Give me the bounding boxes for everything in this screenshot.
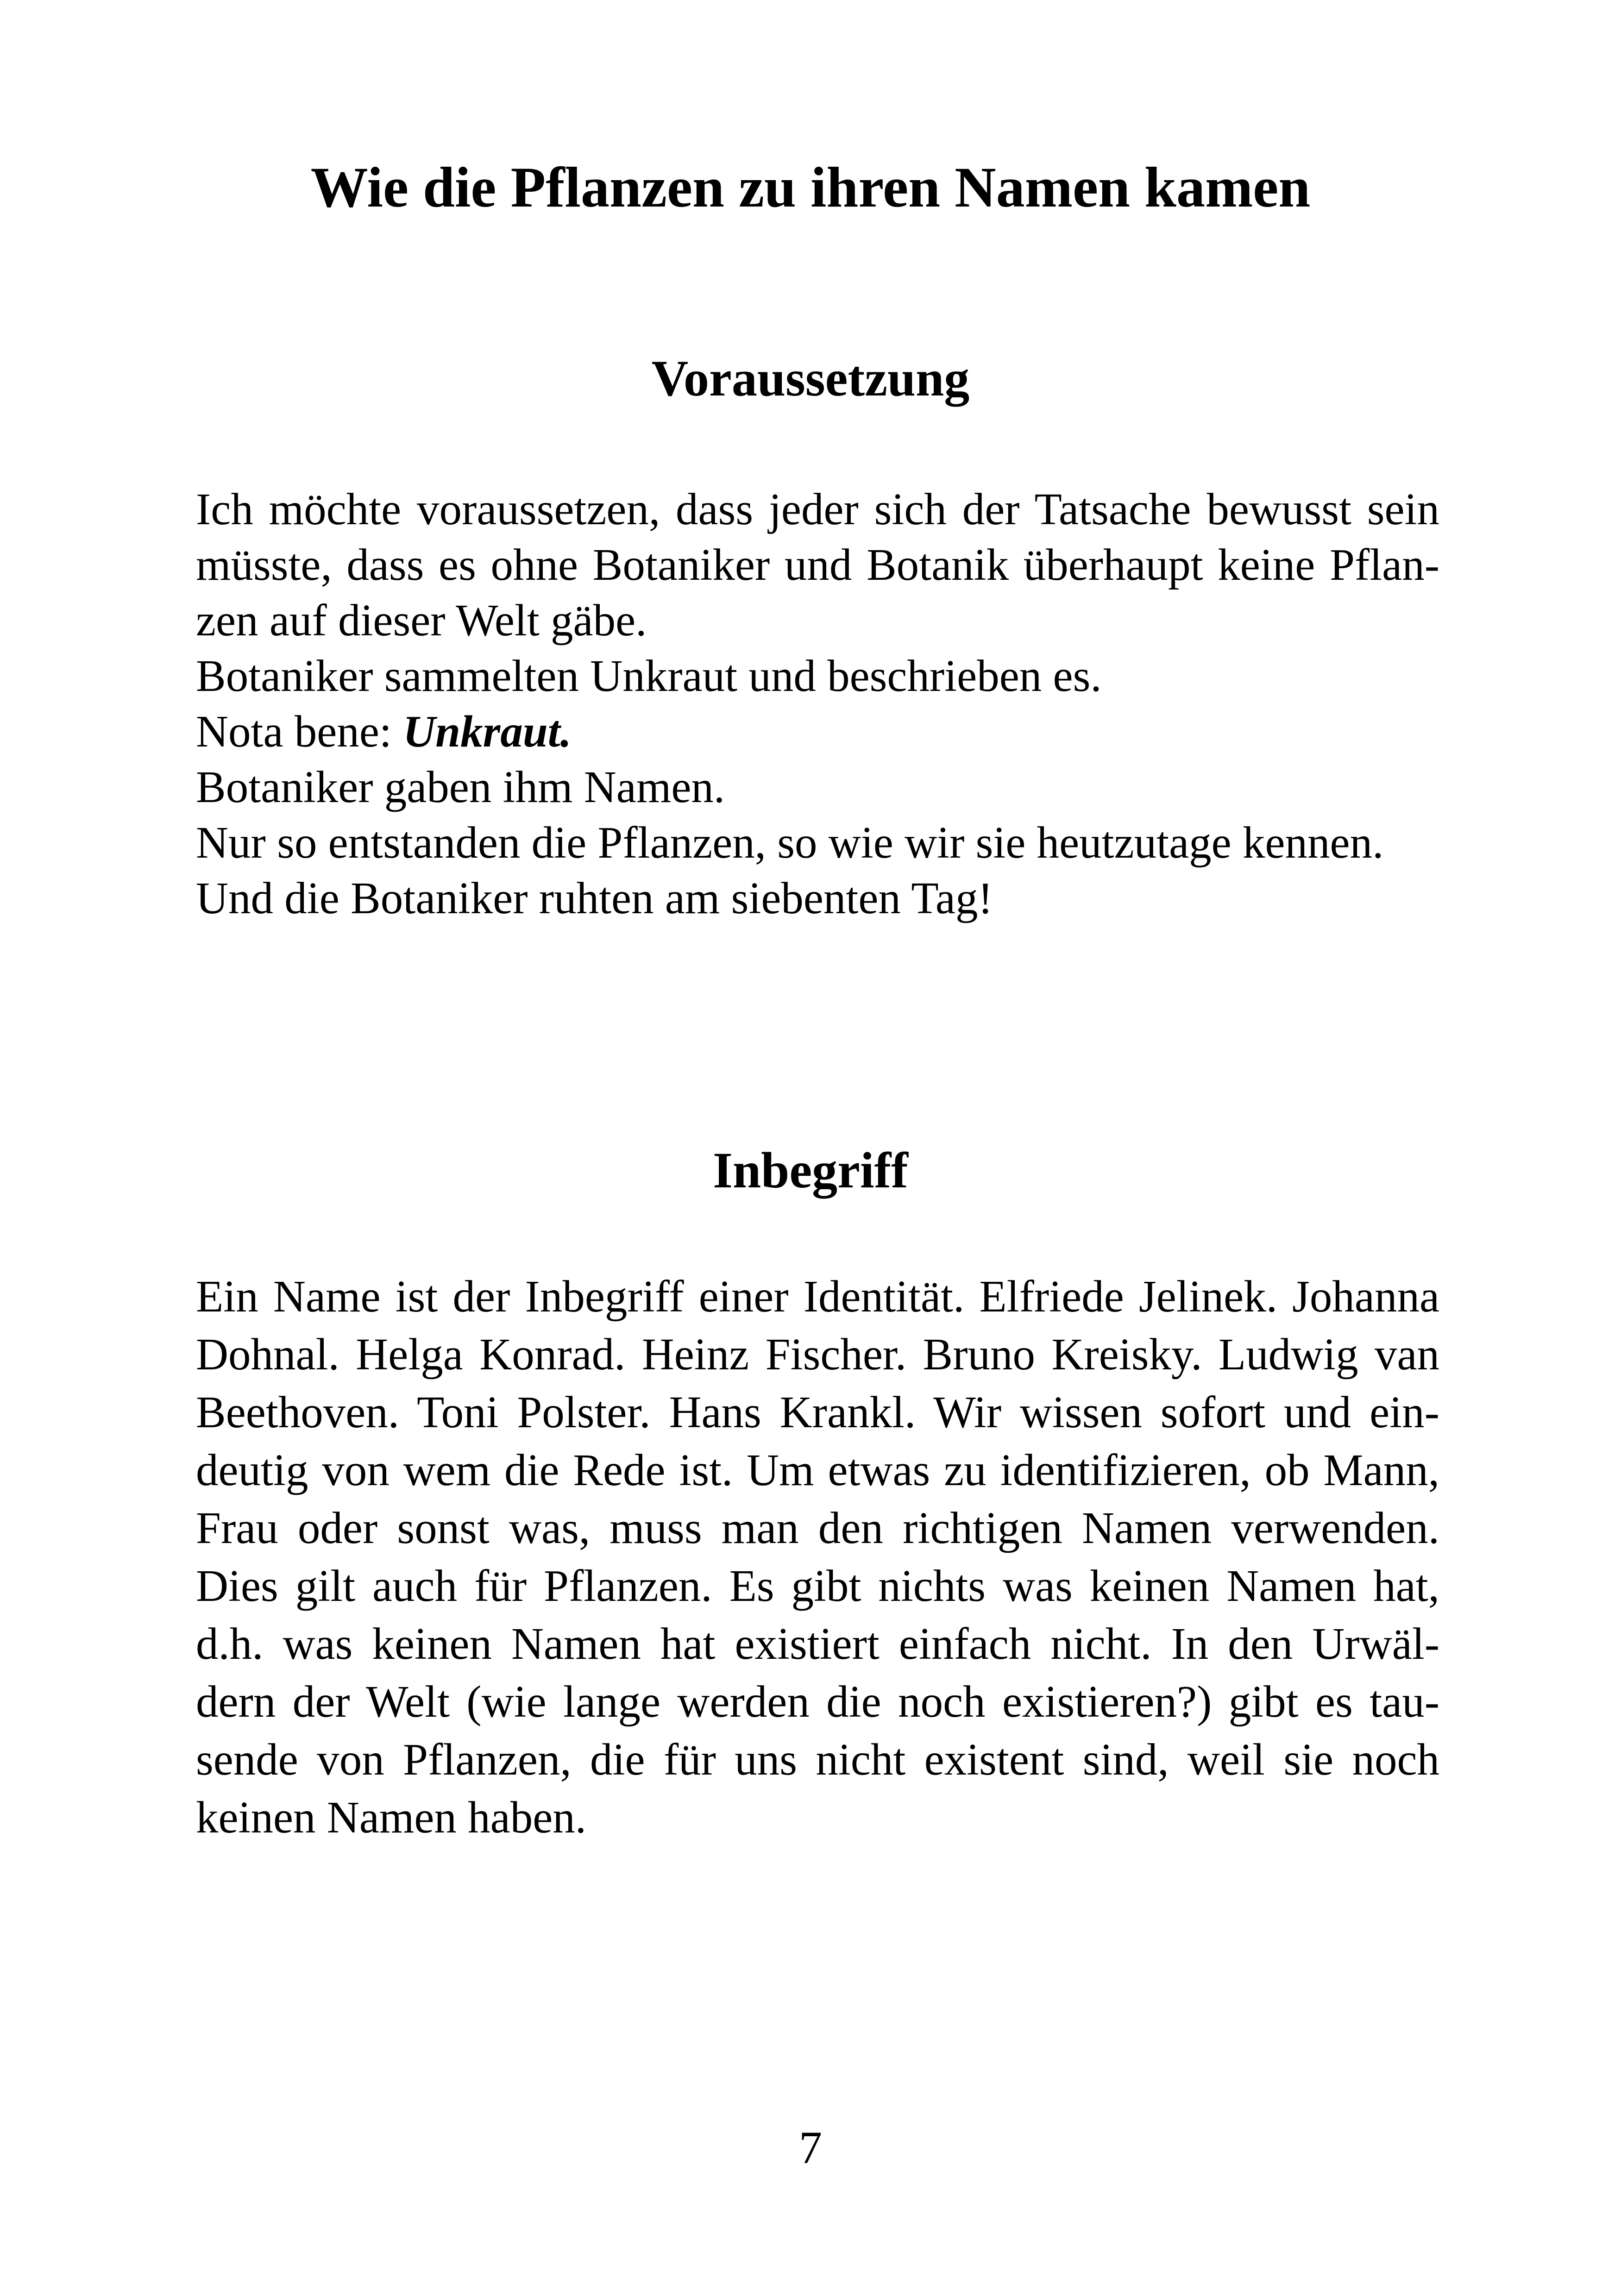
- paragraph-line: Ich möchte voraussetzen, dass jeder sich der Tatsache bewusst sein: [196, 484, 1439, 534]
- paragraph-line: Nur so entstanden die Pflanzen, so wie wir sie heutzutage kennen.: [196, 818, 1384, 867]
- paragraph-line: d.h. was keinen Namen hat existiert einfach nicht. In den Urwäl-: [196, 1619, 1439, 1669]
- paragraph-line: deutig von wem die Rede ist. Um etwas zu identifizieren, ob Mann,: [196, 1445, 1439, 1495]
- paragraph-line: Botaniker sammelten Unkraut und beschrieben es.: [196, 651, 1102, 701]
- paragraph-line: Botaniker gaben ihm Namen.: [196, 762, 725, 812]
- paragraph-line: Und die Botaniker ruhten am siebenten Tag!: [196, 873, 993, 923]
- paragraph-line: zen auf dieser Welt gäbe.: [196, 596, 647, 645]
- paragraph-line: Frau oder sonst was, muss man den richtigen Namen verwenden.: [196, 1503, 1439, 1553]
- page-number: 7: [799, 2122, 822, 2173]
- section-heading-inbegriff: Inbegriff: [713, 1142, 908, 1198]
- paragraph-line: [196, 704, 1439, 759]
- paragraph-line: keinen Namen haben.: [196, 1793, 587, 1842]
- nota-bene-label: Nota bene:: [196, 707, 403, 756]
- page-title: Wie die Pflanzen zu ihren Namen kamen: [310, 156, 1311, 219]
- paragraph-line: dern der Welt (wie lange werden die noch existieren?) gibt es tau-: [196, 1677, 1439, 1726]
- paragraph-line: Beethoven. Toni Polster. Hans Krankl. Wir wissen sofort und ein-: [196, 1387, 1439, 1437]
- paragraph-line: Ein Name ist der Inbegriff einer Identität. Elfriede Jelinek. Johanna: [196, 1272, 1439, 1321]
- paragraph-line: sende von Pflanzen, die für uns nicht existent sind, weil sie noch: [196, 1735, 1439, 1784]
- emphasis-unkraut: Unkraut.: [403, 707, 572, 756]
- paragraph-line: Dies gilt auch für Pflanzen. Es gibt nichts was keinen Namen hat,: [196, 1561, 1439, 1611]
- section-heading-voraussetzung: Voraussetzung: [651, 350, 970, 407]
- paragraph-line: Dohnal. Helga Konrad. Heinz Fischer. Bruno Kreisky. Ludwig van: [196, 1330, 1439, 1379]
- paragraph-line: müsste, dass es ohne Botaniker und Botanik überhaupt keine Pflan-: [196, 540, 1439, 590]
